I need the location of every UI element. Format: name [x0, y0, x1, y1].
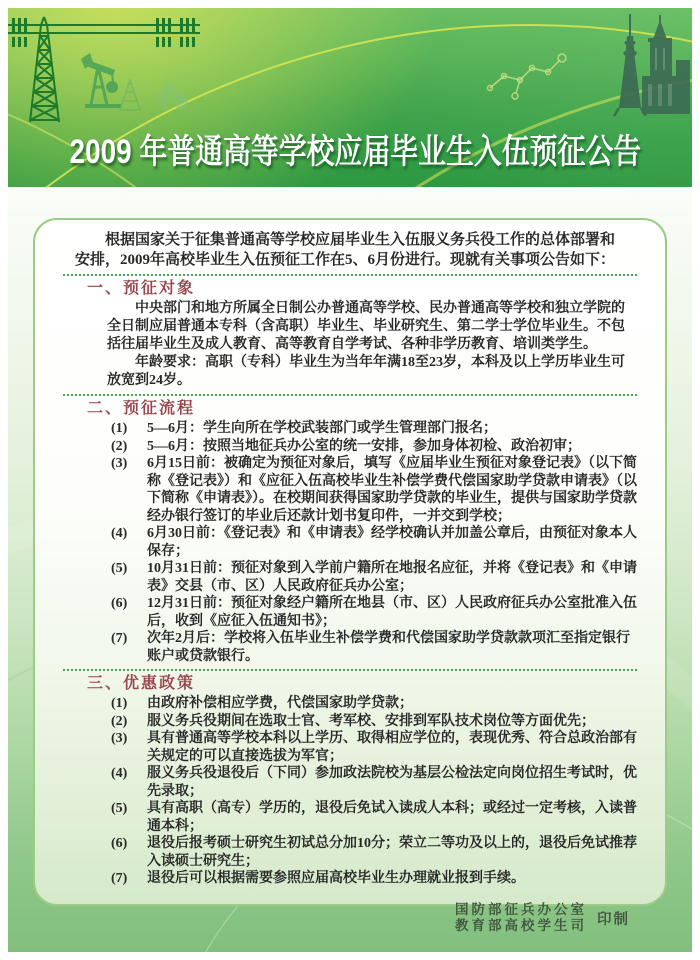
issuer-footer — [455, 902, 630, 934]
notice-panel — [33, 218, 667, 906]
item-number: (1) — [111, 696, 128, 711]
list-item — [111, 630, 637, 665]
intro-paragraph: 根据国家关于征集普通高等学校应届毕业生入伍服义务兵役工作的总体部署和安排，2009年高校毕业生入伍预征工作在5、6月份进行。现就有关事项公告如下： — [75, 232, 616, 268]
right-skyline-silhouette — [482, 8, 692, 138]
pumpjack-icon — [81, 53, 121, 108]
issuer-line-1: 国防部征兵办公室 — [455, 902, 587, 917]
list-item — [111, 525, 637, 560]
list-item — [111, 870, 637, 888]
section-1-heading: 一、预征对象 — [87, 280, 196, 297]
section-2-heading: 二、预征流程 — [87, 400, 196, 417]
poster-body-background — [8, 187, 692, 952]
banner — [8, 8, 692, 187]
item-number: (5) — [111, 561, 128, 576]
item-number: (3) — [111, 731, 128, 746]
item-text: 12月31日前：预征对象经户籍所在地县（市、区）人民政府征兵办公室批准入伍后，收到《应征入伍通知书》； — [147, 596, 637, 629]
section-3-heading: 三、优惠政策 — [87, 675, 196, 692]
list-item — [111, 455, 637, 525]
list-item — [111, 765, 637, 800]
list-item — [111, 713, 637, 731]
power-gantry-icon — [8, 18, 200, 47]
oil-derrick-icon — [120, 80, 140, 110]
drilling-rig-building-icon — [642, 15, 690, 114]
item-text: 6月15日前：被确定为预征对象后，填写《应届毕业生预征对象登记表》（以下简称《登记表》）和《应征入伍高校毕业生补偿学费代偿国家助学贷款申请表》（以下简称《申请表》）。在校期间获得国家助学贷款的毕业生，提供与国家助学贷款经办银行签订的毕业后还款计划书复印件，一并交到学校； — [147, 456, 637, 524]
item-number: (7) — [111, 631, 128, 646]
molecule-icon — [488, 54, 567, 99]
dotted-divider — [63, 669, 637, 671]
item-number: (7) — [111, 871, 128, 886]
item-text: 10月31日前：预征对象到入学前户籍所在地报名应征，并将《登记表》和《申请表》交县（市、区）人民政府征兵办公室； — [147, 561, 637, 594]
item-number: (2) — [111, 713, 128, 729]
item-text: 由政府补偿相应学费，代偿国家助学贷款； — [147, 696, 413, 711]
list-item — [111, 420, 637, 438]
list-item — [111, 695, 637, 713]
item-number: (3) — [111, 456, 128, 471]
item-number: (6) — [111, 596, 128, 611]
dotted-divider — [63, 274, 637, 276]
item-number: (6) — [111, 836, 128, 851]
item-text: 退役后报考硕士研究生初试总分加10分；荣立二等功及以上的，退役后免试推荐入读硕士研究生； — [147, 836, 637, 869]
item-number: (2) — [111, 438, 128, 454]
item-number: (4) — [111, 526, 128, 541]
list-item — [111, 800, 637, 835]
list-item — [111, 835, 637, 870]
list-item — [111, 438, 637, 456]
tractor-icon — [158, 77, 188, 109]
item-text: 6月30日前：《登记表》和《申请表》经学校确认并加盖公章后，由预征对象本人保存； — [147, 526, 637, 559]
list-item — [111, 560, 637, 595]
list-item — [111, 595, 637, 630]
list-item — [111, 730, 637, 765]
item-text: 5—6月：学生向所在学校武装部门或学生管理部门报名； — [147, 421, 497, 436]
item-text: 5—6月：按照当地征兵办公室的统一安排，参加身体初检、政治初审； — [147, 438, 581, 454]
item-number: (5) — [111, 801, 128, 816]
item-text: 次年2月后：学校将入伍毕业生补偿学费和代偿国家助学贷款款项汇至指定银行账户或贷款银行。 — [147, 631, 630, 664]
section-1-paragraph: 中央部门和地方所属全日制公办普通高等学校、民办普通高等学校和独立学院的全日制应届普通本专科（含高职）毕业生、毕业研究生、第二学士学位毕业生。不包括往届毕业生及成人教育、高等教育自学考试、各种非学历教育、培训类学生。 — [107, 301, 625, 352]
section-1-paragraph: 年龄要求：高职（专科）毕业生为当年年满18至23岁，本科及以上学历毕业生可放宽到24岁。 — [107, 355, 625, 388]
dotted-divider — [63, 394, 637, 396]
item-text: 具有高职（高专）学历的，退役后免试入读成人本科；或经过一定考核，入读普通本科； — [147, 801, 637, 834]
item-text: 服义务兵役期间在选取士官、考军校、安排到军队技术岗位等方面优先； — [147, 713, 595, 729]
issuing-organizations — [455, 902, 587, 934]
issuer-line-2: 教育部高校学生司 — [455, 918, 587, 933]
item-text: 退役后可以根据需要参照应届高校毕业生办理就业报到手续。 — [147, 871, 525, 886]
item-text: 服义务兵役退役后（下同）参加政法院校为基层公检法定向岗位招生考试时，优先录取； — [147, 766, 637, 799]
print-stamp-label: 印制 — [597, 911, 630, 928]
item-number: (4) — [111, 766, 128, 781]
item-text: 具有普通高等学校本科以上学历、取得相应学位的，表现优秀、符合总政治部有关规定的可以直接选拔为军官； — [147, 731, 637, 764]
item-number: (1) — [111, 421, 128, 436]
poster-title: 2009 年普通高等学校应届毕业生入伍预征公告 — [69, 133, 642, 171]
tv-tower-icon — [614, 14, 646, 116]
